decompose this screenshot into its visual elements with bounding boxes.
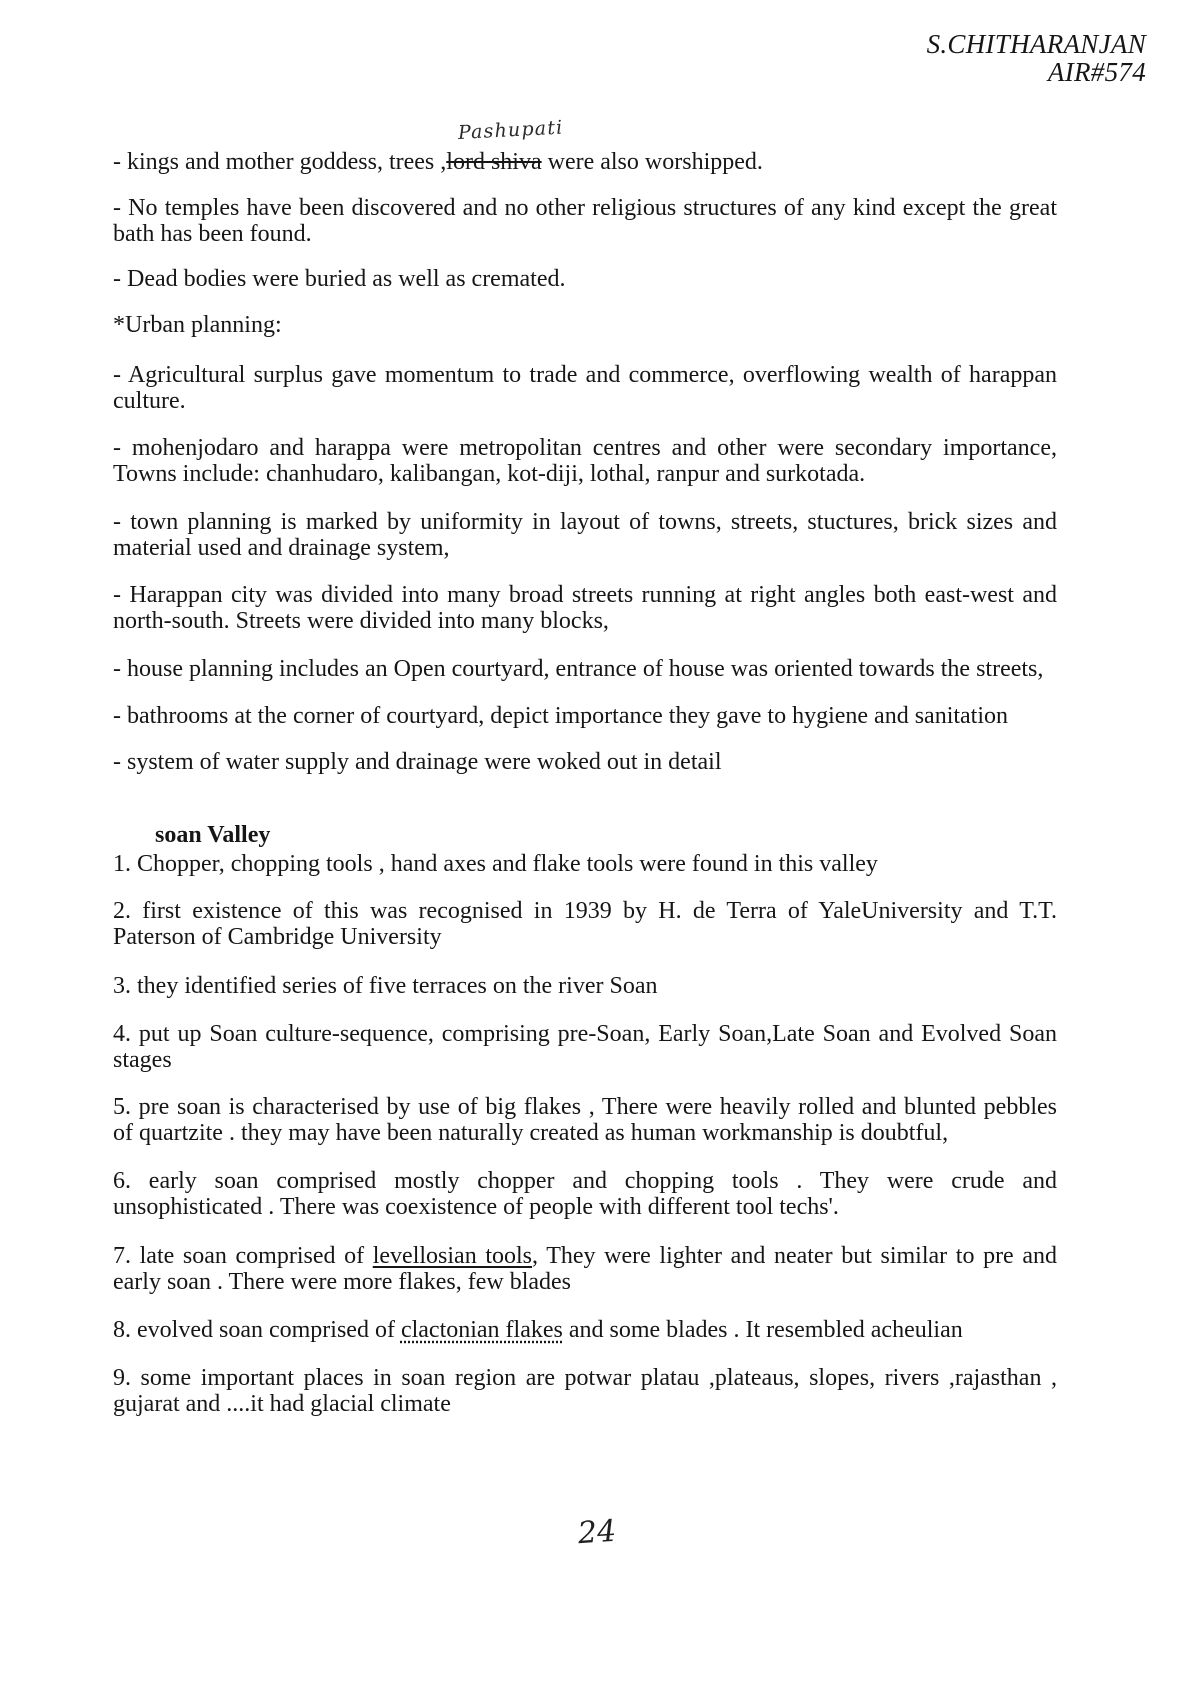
soan-point — [113, 974, 1057, 1000]
religion-point — [113, 267, 1057, 293]
paragraph-line: 3. they identified series of five terraces on the river Soan — [113, 973, 658, 999]
paragraph-line: - Harappan city was divided into many broad streets running at right angles both east-west and — [113, 582, 1057, 608]
paragraph-line: Paterson of Cambridge University — [113, 923, 442, 950]
paragraph-line: unsophisticated . There was coexistence of people with different tool techs'. — [113, 1193, 839, 1220]
paragraph-line: north-south. Streets were divided into many blocks, — [113, 607, 609, 634]
urban-point — [113, 436, 1057, 487]
urban-point — [113, 583, 1057, 634]
struck-text: lord shiva — [446, 149, 542, 175]
paragraph-line: - Dead bodies were buried as well as cremated. — [113, 266, 566, 292]
paragraph-line: stages — [113, 1046, 172, 1073]
paragraph-line — [113, 150, 1057, 176]
soan-point — [113, 1244, 1057, 1295]
urban-point — [113, 704, 1057, 730]
worship-prefix: - kings and mother goddess, trees , — [113, 149, 447, 175]
religion-point — [113, 196, 1057, 247]
paragraph-line — [113, 1318, 1057, 1344]
worship-suffix: were also worshipped. — [541, 149, 763, 175]
soan-point — [113, 852, 1057, 878]
worship-point — [113, 150, 1057, 176]
paragraph-line: material used and drainage system, — [113, 534, 450, 561]
soan-point — [113, 1318, 1057, 1344]
page-header — [927, 30, 1146, 86]
underlined-term: levellosian tools — [372, 1243, 533, 1269]
section-heading: soan Valley — [155, 822, 271, 848]
urban-point — [113, 363, 1057, 414]
paragraph-line — [113, 1244, 1057, 1270]
urban-point — [113, 510, 1057, 561]
soan-point — [113, 1366, 1057, 1417]
handwritten-annotation: Pashupati — [457, 116, 564, 144]
paragraph-line: early soan . There were more flakes, few blades — [113, 1268, 572, 1295]
paragraph-line: - system of water supply and drainage were woked out in detail — [113, 749, 722, 775]
urban-point — [113, 657, 1057, 683]
paragraph-line: bath has been found. — [113, 220, 312, 247]
line-segment: 7. late soan comprised of — [113, 1243, 373, 1269]
urban-planning-heading — [113, 313, 1057, 339]
soan-valley-heading — [155, 823, 1099, 849]
paragraph-line: of quartzite . they may have been naturally created as human workmanship is doubtful, — [113, 1119, 949, 1146]
paragraph-line: - town planning is marked by uniformity in layout of towns, streets, stuctures, brick sizes and — [113, 509, 1057, 535]
page-number: 24 — [576, 1513, 618, 1552]
soan-point — [113, 1022, 1057, 1073]
paragraph-line: Towns include: chanhudaro, kalibangan, kot-diji, lothal, ranpur and surkotada. — [113, 460, 866, 487]
soan-point — [113, 1169, 1057, 1220]
section-heading: *Urban planning: — [113, 312, 282, 338]
paragraph-line: - No temples have been discovered and no other religious structures of any kind except the great — [113, 195, 1057, 221]
paragraph-line: - mohenjodaro and harappa were metropolitan centres and other were secondary importance, — [113, 435, 1057, 461]
urban-point — [113, 750, 1057, 776]
underlined-term: clactonian flakes — [400, 1317, 563, 1343]
paragraph-line: 2. first existence of this was recognised in 1939 by H. de Terra of YaleUniversity and T.T. — [113, 898, 1057, 924]
soan-point — [113, 899, 1057, 950]
paragraph-line: - Agricultural surplus gave momentum to trade and commerce, overflowing wealth of harappan — [113, 362, 1057, 388]
paragraph-line: culture. — [113, 387, 186, 414]
soan-point — [113, 1095, 1057, 1146]
paragraph-line: 5. pre soan is characterised by use of big flakes , There were heavily rolled and blunted pebbles — [113, 1094, 1057, 1120]
paragraph-line: - bathrooms at the corner of courtyard, depict importance they gave to hygiene and sanitation — [113, 703, 1009, 729]
paragraph-line: 6. early soan comprised mostly chopper and chopping tools . They were crude and — [113, 1168, 1057, 1194]
paragraph-line: 9. some important places in soan region are potwar platau ,plateaus, slopes, rivers ,rajasthan , — [113, 1365, 1057, 1391]
author-name: S.CHITHARANJAN — [926, 29, 1146, 59]
paragraph-line: 1. Chopper, chopping tools , hand axes and flake tools were found in this valley — [113, 851, 878, 877]
line-segment: and some blades . It resembled acheulian — [562, 1317, 963, 1343]
line-segment: , They were lighter and neater but similar to pre and — [532, 1243, 1057, 1269]
paragraph-line: - house planning includes an Open courtyard, entrance of house was oriented towards the streets, — [113, 656, 1044, 682]
rank-label: AIR#574 — [1047, 57, 1146, 87]
line-segment: 8. evolved soan comprised of — [113, 1317, 401, 1343]
paragraph-line: 4. put up Soan culture-sequence, comprising pre-Soan, Early Soan,Late Soan and Evolved Soan — [113, 1021, 1057, 1047]
paragraph-line: gujarat and ....it had glacial climate — [113, 1390, 451, 1417]
